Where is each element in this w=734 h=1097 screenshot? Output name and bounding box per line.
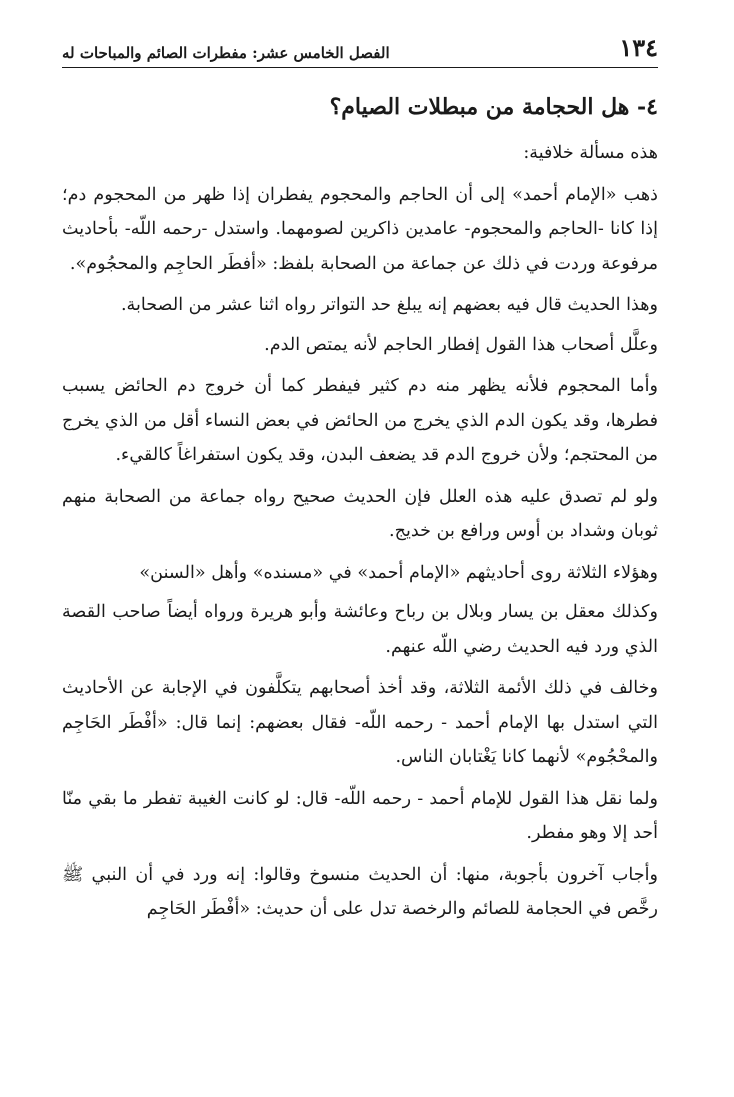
- paragraph-three-imams: وخالف في ذلك الأئمة الثلاثة، وقد أخذ أصحابهم يتكلَّفون في الإجابة عن الأحاديث التي استدل بها الإمام أحمد - رحمه اللّه- فقال بعضهم: إنما قال: «أفْطَر الحَاجِم والمحْجُوم» لأنهما كانا يَغْتابان الناس.: [62, 678, 658, 767]
- section-heading: ٤- هل الحجامة من مبطلات الصيام؟: [329, 94, 658, 120]
- paragraph-tawatur: وهذا الحديث قال فيه بعضهم إنه يبلغ حد التواتر رواه اثنا عشر من الصحابة.: [120, 295, 658, 315]
- page-number: ١٣٤: [619, 33, 658, 62]
- body-text: [62, 82, 658, 934]
- paragraph-intro: هذه مسألة خلافية:: [523, 143, 658, 163]
- running-header: [62, 34, 658, 68]
- paragraph-hadith-sahih: ولو لم تصدق عليه هذه العلل فإن الحديث صحيح رواه جماعة من الصحابة منهم ثوبان وشداد بن أوس ورافع بن خديج.: [62, 486, 658, 541]
- paragraph-three-narrators: وهؤلاء الثلاثة روى أحاديثهم «الإمام أحمد» في «مسنده» وأهل «السنن»: [139, 562, 658, 583]
- paragraph-mahjum-reason: وأما المحجوم فلأنه يظهر منه دم كثير فيفطر كما أن خروج دم الحائض يسبب فطرها، وقد يكون الدم الذي يخرج من الحائض في بعض النساء أقل من الذي يخرج من المحتجم؛ ولأن خروج الدم قد يضعف البدن، وقد يكون استفراغاً كالقيء.: [62, 376, 658, 465]
- paragraph-other-narrators: وكذلك معقل بن يسار وبلال بن رباح وعائشة وأبو هريرة ورواه أيضاً صاحب القصة الذي ورد فيه الحديث رضي اللّه عنهم.: [62, 602, 658, 657]
- paragraph-imam-ahmad-view: ذهب «الإمام أحمد» إلى أن الحاجم والمحجوم يفطران إذا ظهر من المحجوم دم؛ إذا كانا -الحاجم والمحجوم- عامدين ذاكرين لصومهما. واستدل -رحمه اللّه- بأحاديث مرفوعة وردت في ذلك عن جماعة من الصحابة بلفظ: «أفطَر الحاجِم والمحجُوم».: [62, 184, 658, 274]
- paragraph-ghiba-reply: ولما نقل هذا القول للإمام أحمد - رحمه اللّه- قال: لو كانت الغيبة تفطر ما بقي منّا أحد إلا وهو مفطر.: [62, 788, 658, 843]
- chapter-title: الفصل الخامس عشر: مفطرات الصائم والمباحات له: [62, 44, 390, 62]
- paragraph-hajim-reason: وعلَّل أصحاب هذا القول إفطار الحاجم لأنه يمتص الدم.: [264, 334, 658, 355]
- paragraph-naskh-answer: وأجاب آخرون بأجوبة، منها: أن الحديث منسوخ وقالوا: إنه ورد في أن النبي ﷺ رخَّص في الحجامة للصائم والرخصة تدل على أن حديث: «أفْطَر الحَاجِم: [62, 864, 658, 919]
